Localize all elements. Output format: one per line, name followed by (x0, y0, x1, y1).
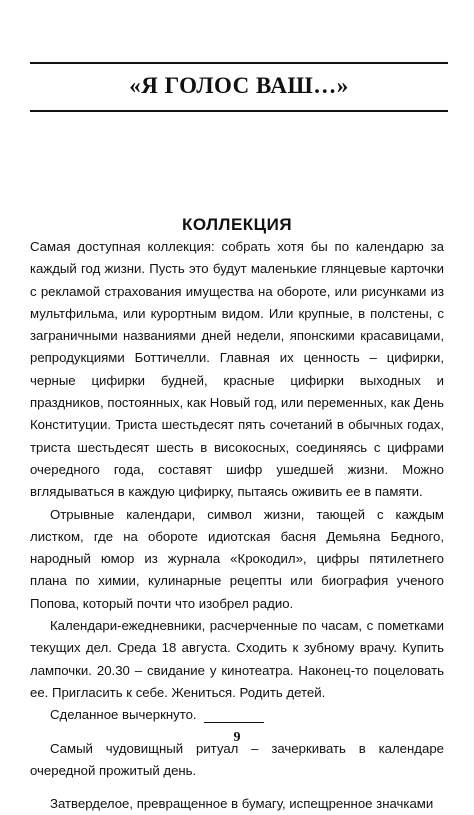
paragraph: Самая доступная коллекция: собрать хотя бы по календарю за каждый год жизни. Пусть это будут маленькие глянцевые карточки с рекламой страхования имущества на обороте, или рисунками из мультфильма, или курортным видом. Или крупные, в полстены, с заграничными названиями дней недели, японскими красавицами, репродукциями Боттичелли. Главная их ценность – цифирки, черные цифирки будней, красные цифирки выходных и праздников, постоянных, как Новый год, или переменных, как День Конституции. Триста шестьдесят пять сочетаний в обычных годах, триста шестьдесят шесть в високосных, соединяясь с цифрами очередного года, составят шифр ушедшей жизни. Можно вглядываться в каждую цифирку, пытаясь оживить ее в памяти. (30, 239, 444, 500)
running-head: «Я ГОЛОС ВАШ…» (129, 73, 349, 98)
paragraph: Сделанное вычеркнуто. (50, 707, 197, 723)
footer-rule (204, 722, 264, 723)
header-bottom-rule (30, 110, 448, 112)
paragraph: Календари-ежедневники, расчерченные по часам, с пометками текущих дел. Среда 18 августа. Сходить к зубному врачу. Купить лампочки. 20.30 – свидание у кинотеатра. Наконец-то поцеловать ее. Пригласить к себе. Жениться. Родить детей. (30, 618, 444, 700)
section-title: КОЛЛЕКЦИЯ (181, 215, 293, 235)
paragraph: Самый чудовищный ритуал – зачеркивать в календаре очередной прожитый день. (30, 740, 444, 778)
page-number: 9 (233, 730, 241, 745)
header-top-rule (30, 62, 448, 64)
paragraph: Затверделое, превращенное в бумагу, испещренное значками (50, 796, 434, 812)
paragraph: Отрывные календари, символ жизни, тающей с каждым листком, где на обороте идиотская басня Демьяна Бедного, народный юмор из журнала «Крокодил», цифры пятилетнего плана по химии, кулинарные рецепты или биография ученого Попова, который почти что изобрел радио. (30, 506, 444, 611)
